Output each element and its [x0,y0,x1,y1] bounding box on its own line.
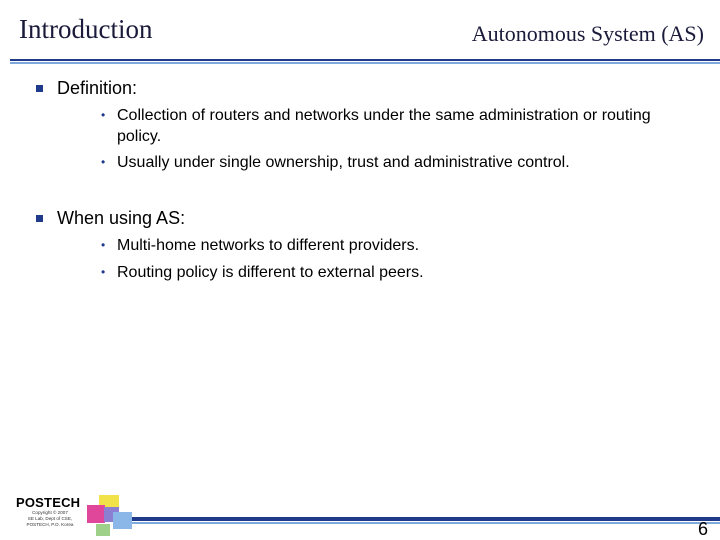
sub-bullet-text: Multi-home networks to different providers. [117,237,420,254]
dot-bullet-icon: • [101,155,106,169]
bullet-definition [36,78,137,99]
copyright-notice [16,510,84,529]
footer-rule-light [132,522,720,524]
header-rule-dark [10,59,720,61]
postech-logo-text: POSTECH [16,495,81,510]
slide-title: Autonomous System (AS) [471,21,704,46]
sub-bullet-text: Collection of routers and networks under the same administration or routing policy. [117,107,651,145]
sub-bullet-text: Usually under single ownership, trust and administrative control. [117,154,570,171]
square-bullet-icon [36,85,43,92]
section-title: Introduction [19,14,153,44]
logo-square-blue [113,512,132,529]
copyright-line: Copyright © 2007 [32,510,68,515]
dot-bullet-icon: • [101,265,106,279]
sub-bullet-text: Routing policy is different to external peers. [117,264,424,281]
page-number: 6 [697,519,708,539]
sub-bullet [101,262,681,283]
logo-square-pink [87,505,105,523]
footer-rule-dark [132,517,720,521]
bullet-label: Definition: [57,78,138,98]
dot-bullet-icon: • [101,238,106,252]
header-rule-light [10,62,720,64]
sub-bullet [101,152,681,173]
logo-square-green [96,524,110,536]
copyright-line: SE Lab, Dept of CSE, [27,516,73,522]
sub-bullet [101,235,681,256]
dot-bullet-icon: • [101,108,106,122]
bullet-label: When using AS: [57,208,186,228]
copyright-line: POSTECH, P.O. Korea [26,522,74,528]
bullet-when-using-as [36,208,185,229]
square-bullet-icon [36,215,43,222]
sub-bullet [101,105,681,147]
